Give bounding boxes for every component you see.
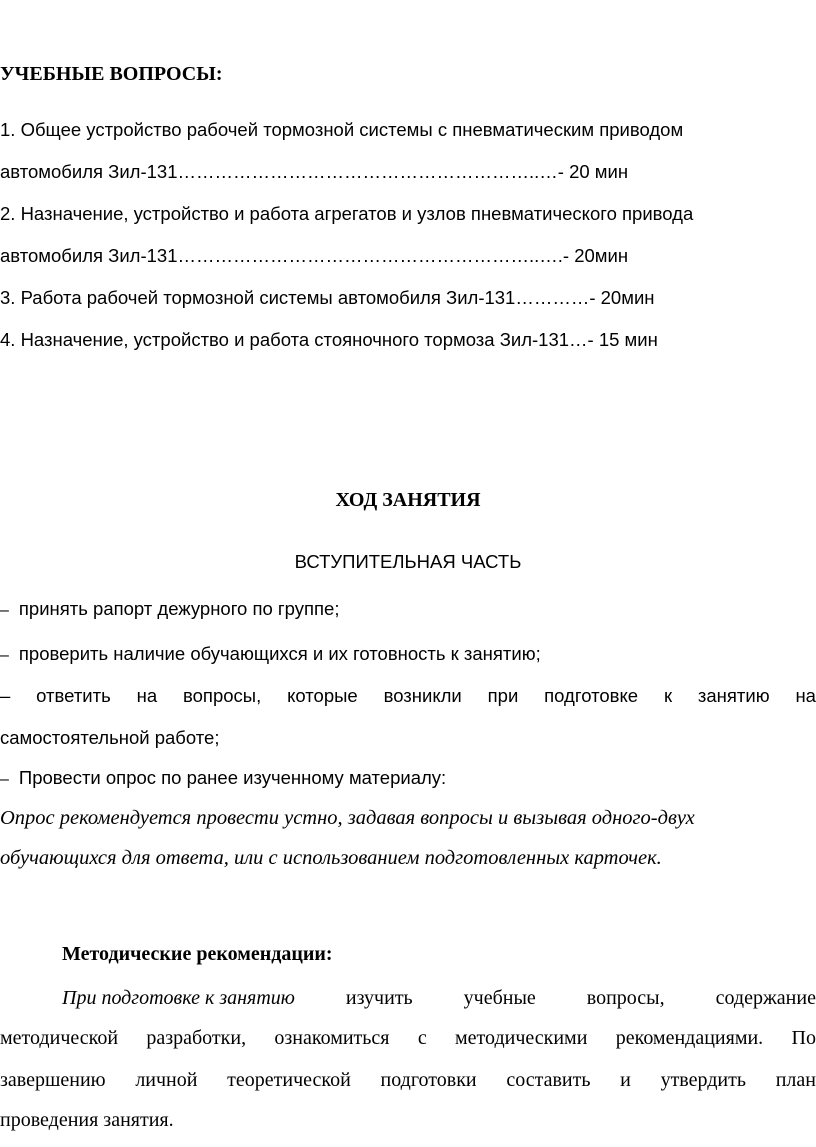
intro-heading: ВСТУПИТЕЛЬНАЯ ЧАСТЬ [294, 551, 522, 572]
methodical-line-1-word: изучить [345, 987, 413, 1009]
question-1-line-1: 1. Общее устройство рабочей тормозной системы с пневматическим приводом [0, 119, 684, 140]
question-2-line-2: автомобиля Зил-131…………………………………………………..….- 20мин [0, 245, 629, 266]
dash-bullet: – [0, 771, 9, 788]
methodical-line-3-word: теоретической [227, 1069, 351, 1091]
methodical-line-2-word: разработки, [146, 1027, 247, 1049]
survey-note-line-1: Опрос рекомендуется провести устно, задавая вопросы и вызывая одного-двух [0, 807, 695, 829]
task-item-3-word: при [487, 685, 519, 706]
task-item-1-text: принять рапорт дежурного по группе; [18, 598, 340, 619]
methodical-line-3-word: личной [135, 1069, 198, 1091]
methodical-line-2-word: методическими [455, 1027, 588, 1049]
task-item-2-text: проверить наличие обучающихся и их готовность к занятию; [18, 643, 541, 664]
task-item-4-text: Провести опрос по ранее изученному материалу: [18, 767, 447, 788]
methodical-line-2-word: рекомендациями. [615, 1027, 764, 1049]
methodical-line-3-word: утвердить [660, 1069, 746, 1091]
task-item-3-word: занятию [697, 685, 770, 706]
methodical-line-1-word: вопросы, [586, 987, 665, 1009]
task-item-3-word: к [663, 685, 673, 706]
question-3: 3. Работа рабочей тормозной системы автомобиля Зил-131…………- 20мин [0, 287, 655, 308]
task-item-1 [0, 597, 339, 623]
methodical-line-1 [62, 986, 816, 1010]
task-item-3-line-1 [0, 684, 816, 708]
methodical-line-3 [0, 1068, 816, 1092]
methodical-line-1-word: учебные [463, 987, 536, 1009]
methodical-line-4: проведения занятия. [0, 1109, 174, 1131]
dash-bullet: – [0, 602, 9, 619]
task-item-3-word: на [795, 685, 816, 706]
task-item-3-word: – [0, 685, 11, 706]
task-item-4 [0, 766, 446, 792]
methodical-line-2-word: По [791, 1027, 816, 1049]
methodical-italic-phrase: При подготовке к занятию [62, 987, 295, 1009]
methodical-line-3-word: и [620, 1069, 631, 1091]
methodical-line-2-word: методической [0, 1027, 119, 1049]
questions-heading: УЧЕБНЫЕ ВОПРОСЫ: [0, 63, 223, 85]
methodical-line-1-word: содержание [715, 987, 816, 1009]
survey-note-line-2: обучающихся для ответа, или с использованием подготовленных карточек. [0, 847, 662, 869]
task-item-3-word: которые [287, 685, 358, 706]
methodical-line-2-word: ознакомиться [274, 1027, 390, 1049]
task-item-3-word: ответить [36, 685, 111, 706]
methodical-heading: Методические рекомендации: [62, 943, 333, 965]
task-item-3-line-2: самостоятельной работе; [0, 727, 220, 748]
task-item-3-word: возникли [383, 685, 462, 706]
methodical-line-3-word: завершению [0, 1069, 106, 1091]
question-2-line-1: 2. Назначение, устройство и работа агрегатов и узлов пневматического привода [0, 203, 694, 224]
methodical-line-3-word: подготовки [380, 1069, 477, 1091]
task-item-2 [0, 642, 541, 668]
task-item-3-word: вопросы, [183, 685, 262, 706]
methodical-line-2 [0, 1026, 816, 1050]
methodical-line-3-word: план [775, 1069, 816, 1091]
question-1-line-2: автомобиля Зил-131…………………………………………………..…- 20 мин [0, 161, 629, 182]
task-item-3-word: на [136, 685, 158, 706]
methodical-line-3-word: составить [506, 1069, 591, 1091]
course-heading: ХОД ЗАНЯТИЯ [335, 489, 481, 511]
methodical-line-2-word: с [417, 1027, 427, 1049]
dash-bullet: – [0, 647, 9, 664]
question-4: 4. Назначение, устройство и работа стояночного тормоза Зил-131…- 15 мин [0, 329, 658, 350]
task-item-3-word: подготовке [544, 685, 639, 706]
